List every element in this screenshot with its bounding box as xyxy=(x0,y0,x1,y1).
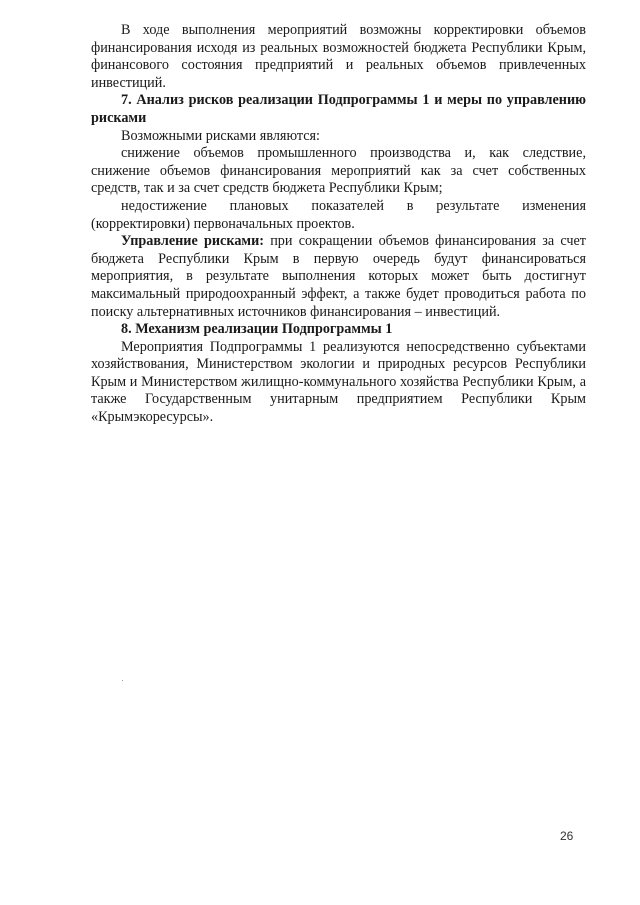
paragraph-risk-management xyxy=(91,233,586,321)
page-number: 26 xyxy=(560,829,574,843)
risk-management-text: при сокращении объемов финансирования за счет бюджета Республики Крым в первую очередь будут финансироваться мероприятия, в результате выполнения которых может быть достигнут максимальный природоохранный эффект, а также будет проводиться работа по поиску альтернативных источников финансирования – инвестиций. xyxy=(91,233,586,320)
risk-management-lead: Управление рисками: xyxy=(121,233,264,250)
paragraph-risk-production-decline: снижение объемов промышленного производства и, как следствие, снижение объемов финансирования мероприятий как за счет собственных средств, так и за счет средств бюджета Республики Крым; xyxy=(91,145,586,197)
paragraph-possible-risks: Возможными рисками являются: xyxy=(121,127,320,144)
paragraph-risk-targets-not-met: недостижение плановых показателей в результате изменения (корректировки) первоначальных проектов. xyxy=(91,197,586,232)
paragraph-financing-adjustments: В ходе выполнения мероприятий возможны корректировки объемов финансирования исходя из реальных возможностей бюджета Республики Крым, финансового состояния предприятий и реальных объемов привлеченных инвестиций. xyxy=(91,22,586,91)
section-heading-risk-analysis: 7. Анализ рисков реализации Подпрограммы 1 и меры по управлению рисками xyxy=(91,92,586,126)
scan-speck xyxy=(122,680,123,681)
document-body xyxy=(91,22,586,427)
paragraph-implementation: Мероприятия Подпрограммы 1 реализуются непосредственно субъектами хозяйствования, Министерством экологии и природных ресурсов Республики Крым и Министерством жилищно-коммунального хозяйства Республики Крым, а также Государственным унитарным предприятием Республики Крым «Крымэкоресурсы». xyxy=(91,338,586,426)
section-heading-implementation-mechanism: 8. Механизм реализации Подпрограммы 1 xyxy=(121,321,393,338)
